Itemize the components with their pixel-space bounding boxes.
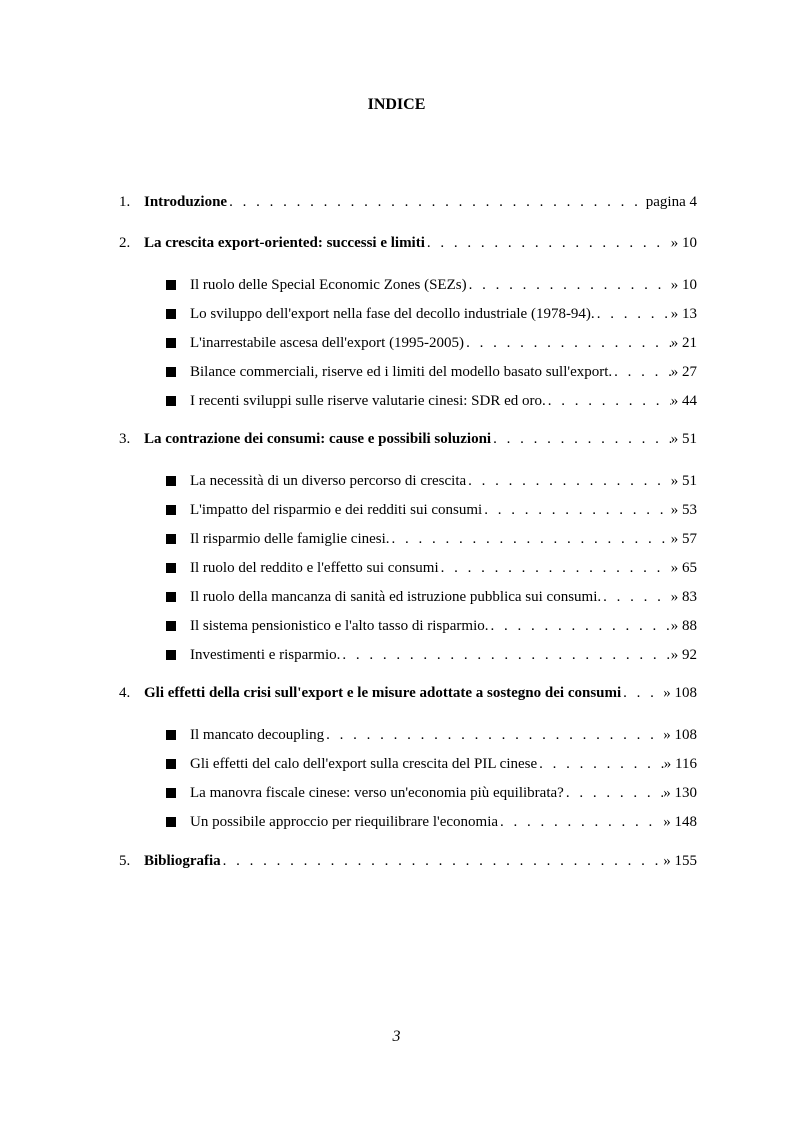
square-bullet-icon — [166, 730, 176, 740]
chapter-title: Bibliografia — [144, 853, 221, 869]
square-bullet-icon — [166, 534, 176, 544]
section-title: La manovra fiscale cinese: verso un'economia più equilibrata? — [190, 785, 564, 801]
dot-leader — [546, 391, 671, 411]
section-title: L'inarrestabile ascesa dell'export (1995-2005) — [190, 335, 465, 351]
section-page: » 92 — [670, 647, 697, 663]
dot-leader — [498, 812, 663, 832]
toc-section — [166, 812, 697, 832]
dot-leader — [324, 725, 663, 745]
square-bullet-icon — [166, 476, 176, 486]
square-bullet-icon — [166, 396, 176, 406]
square-bullet-icon — [166, 759, 176, 769]
dot-leader — [439, 558, 671, 578]
toc-section — [166, 558, 697, 578]
section-title: Investimenti e risparmio. — [190, 647, 341, 663]
dot-leader — [482, 500, 671, 520]
page-number: 3 — [392, 1028, 401, 1045]
section-page: » 148 — [663, 814, 697, 830]
section-title: L'impatto del risparmio e dei redditi sui consumi — [190, 502, 483, 518]
toc-section — [166, 616, 697, 636]
dot-leader — [466, 471, 671, 491]
toc-chapter — [119, 683, 697, 703]
section-page: » 130 — [663, 785, 697, 801]
toc-section — [166, 333, 697, 353]
chapter-number: 5. — [119, 853, 131, 869]
chapter-title: Introduzione — [144, 194, 228, 210]
chapter-number: 3. — [119, 431, 131, 447]
toc-chapter — [119, 192, 697, 212]
section-page: » 57 — [670, 531, 697, 547]
toc-section — [166, 500, 697, 520]
toc-section — [166, 304, 697, 324]
section-title: I recenti sviluppi sulle riserve valutarie cinesi: SDR ed oro. — [190, 393, 546, 409]
toc-section — [166, 725, 697, 745]
square-bullet-icon — [166, 621, 176, 631]
section-page: » 65 — [670, 560, 697, 576]
toc-section — [166, 754, 697, 774]
section-title: Il ruolo della mancanza di sanità ed istruzione pubblica sui consumi. — [190, 589, 602, 605]
section-page: » 83 — [670, 589, 697, 605]
chapter-number: 4. — [119, 685, 131, 701]
section-title: Gli effetti del calo dell'export sulla crescita del PIL cinese — [190, 756, 538, 772]
toc-section — [166, 529, 697, 549]
toc-chapter — [119, 851, 697, 871]
dot-leader — [227, 192, 646, 212]
dot-leader — [595, 304, 671, 324]
toc-chapter — [119, 233, 697, 253]
dot-leader — [390, 529, 671, 549]
section-page: » 44 — [670, 393, 697, 409]
section-title: Lo sviluppo dell'export nella fase del decollo industriale (1978-94). — [190, 306, 595, 322]
chapter-page: » 10 — [670, 235, 697, 251]
dot-leader — [221, 851, 664, 871]
square-bullet-icon — [166, 338, 176, 348]
section-page: » 116 — [663, 756, 697, 772]
section-page: » 27 — [670, 364, 697, 380]
chapter-number: 2. — [119, 235, 131, 251]
dot-leader — [467, 275, 671, 295]
square-bullet-icon — [166, 309, 176, 319]
section-page: » 51 — [670, 473, 697, 489]
page-title: INDICE — [367, 96, 426, 113]
square-bullet-icon — [166, 650, 176, 660]
square-bullet-icon — [166, 367, 176, 377]
chapter-page: » 155 — [663, 853, 697, 869]
square-bullet-icon — [166, 592, 176, 602]
square-bullet-icon — [166, 788, 176, 798]
toc-section — [166, 471, 697, 491]
dot-leader — [612, 362, 671, 382]
dot-leader — [537, 754, 664, 774]
section-title: Il mancato decoupling — [190, 727, 325, 743]
dot-leader — [601, 587, 671, 607]
square-bullet-icon — [166, 505, 176, 515]
chapter-title: Gli effetti della crisi sull'export e le misure adottate a sostegno dei consumi — [144, 685, 622, 701]
toc-section — [166, 391, 697, 411]
section-title: Un possibile approccio per riequilibrare l'economia — [190, 814, 499, 830]
section-title: Il ruolo delle Special Economic Zones (SEZs) — [190, 277, 467, 293]
chapter-number: 1. — [119, 194, 131, 210]
square-bullet-icon — [166, 280, 176, 290]
dot-leader — [491, 429, 671, 449]
section-title: Il risparmio delle famiglie cinesi. — [190, 531, 390, 547]
square-bullet-icon — [166, 563, 176, 573]
square-bullet-icon — [166, 817, 176, 827]
chapter-title: La crescita export-oriented: successi e limiti — [144, 235, 425, 251]
toc-section — [166, 783, 697, 803]
section-title: La necessità di un diverso percorso di crescita — [190, 473, 467, 489]
chapter-page: pagina 4 — [645, 194, 697, 210]
section-title: Il sistema pensionistico e l'alto tasso di risparmio. — [190, 618, 489, 634]
toc-chapter — [119, 429, 697, 449]
toc-section — [166, 275, 697, 295]
section-page: » 53 — [670, 502, 697, 518]
dot-leader — [564, 783, 663, 803]
section-title: Bilance commerciali, riserve ed i limiti del modello basato sull'export. — [190, 364, 613, 380]
section-title: Il ruolo del reddito e l'effetto sui consumi — [190, 560, 439, 576]
dot-leader — [464, 333, 671, 353]
dot-leader — [425, 233, 671, 253]
dot-leader — [489, 616, 671, 636]
toc-section — [166, 362, 697, 382]
toc-section — [166, 587, 697, 607]
section-page: » 108 — [663, 727, 697, 743]
chapter-page: » 51 — [670, 431, 697, 447]
chapter-page: » 108 — [663, 685, 697, 701]
section-page: » 21 — [670, 335, 697, 351]
section-page: » 10 — [670, 277, 697, 293]
section-page: » 13 — [670, 306, 697, 322]
dot-leader — [340, 645, 670, 665]
dot-leader — [621, 683, 663, 703]
section-page: » 88 — [670, 618, 697, 634]
chapter-title: La contrazione dei consumi: cause e possibili soluzioni — [144, 431, 492, 447]
toc-section — [166, 645, 697, 665]
